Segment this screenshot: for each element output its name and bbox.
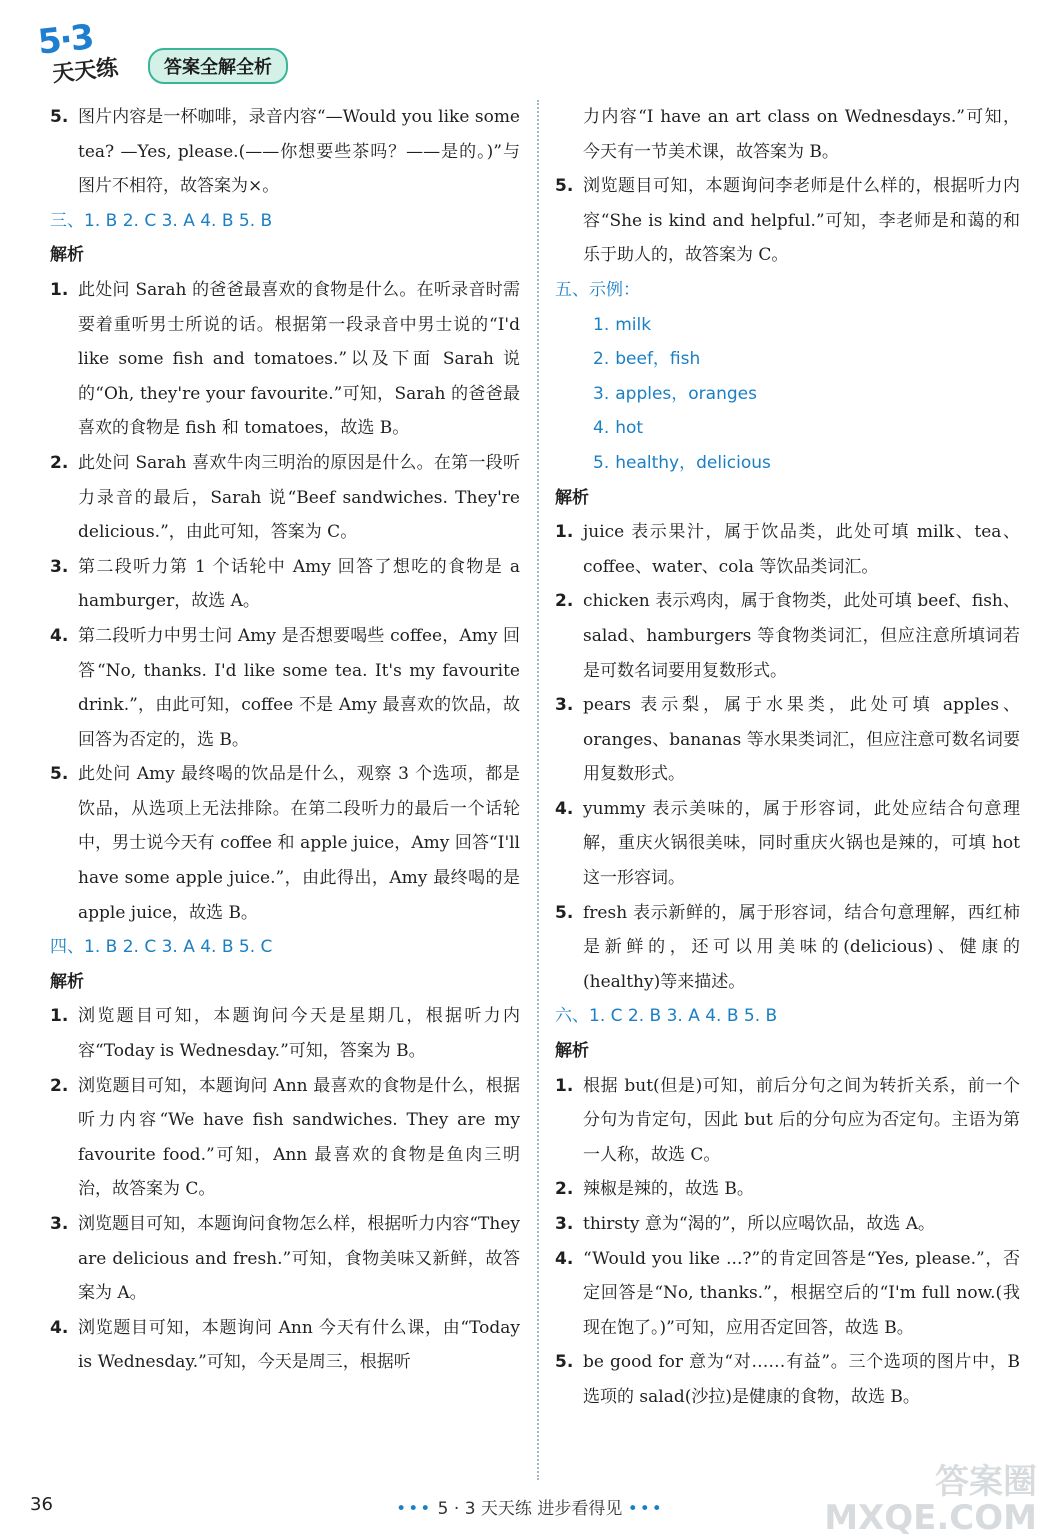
example-text: apples，oranges xyxy=(615,383,757,404)
item-text: 根据 but(但是)可知，前后分句之间为转折关系，前一个分句为肯定句，因此 but 后的分句应为否定句。主语为第一人称，故选 C。 xyxy=(583,1075,1020,1165)
explanation-item xyxy=(555,584,1020,688)
item-text: 此处问 Sarah 的爸爸最喜欢的食物是什么。在听录音时需要着重听男士所说的话。根据第一段录音中男士说的“I'd like some fish and tomatoes.”以及下面 Sarah 说的“Oh, they're your favourite.”可知，Sarah 的爸爸最喜欢的食物是 fish 和 tomatoes，故选 B。 xyxy=(78,279,520,439)
explanation-item xyxy=(555,1207,1020,1242)
item-text: be good for 意为“对……有益”。三个选项的图片中，B 选项的 salad(沙拉)是健康的食物，故选 B。 xyxy=(583,1352,1020,1407)
example-text: beef，fish xyxy=(615,349,701,370)
item-text: 浏览题目可知，本题询问 Ann 今天有什么课，由“Today is Wednesday.”可知，今天是周三，根据听 xyxy=(78,1317,520,1373)
explanation-item xyxy=(50,999,520,1068)
watermark-line2: MXQE.COM xyxy=(824,1498,1037,1538)
item-number: 1. xyxy=(555,1075,574,1096)
explanation-item xyxy=(50,446,520,550)
explanation-item xyxy=(555,1069,1020,1173)
left-column xyxy=(50,100,520,1380)
item-text: fresh 表示新鲜的，属于形容词，结合句意理解，西红柿是新鲜的，还可以用美味的(delicious)、健康的(healthy)等来描述。 xyxy=(583,902,1020,992)
item-number: 2. xyxy=(50,1075,69,1096)
item-text: pears 表示梨，属于水果类，此处可填 apples、oranges、bananas 等水果类词汇，但应注意可数名词要用复数形式。 xyxy=(583,695,1020,785)
header xyxy=(30,18,350,90)
item-number: 3. xyxy=(555,695,574,716)
explanation-item xyxy=(50,100,520,204)
example-number: 5. xyxy=(593,452,610,473)
example-answer xyxy=(555,308,1020,343)
example-answer xyxy=(555,342,1020,377)
item-number: 2. xyxy=(555,591,574,612)
analysis-heading: 解析 xyxy=(555,487,589,508)
footer-slogan xyxy=(360,1494,700,1519)
item-text: 第二段听力中男士问 Amy 是否想要喝些 coffee，Amy 回答“No, thanks. I'd like some tea. It's my favourite drink.”，由此可知，coffee 不是 Amy 最喜欢的饮品，故回答为否定的，选 B。 xyxy=(78,625,520,750)
item-text: 图片内容是一杯咖啡，录音内容“—Would you like some tea? —Yes, please.(——你想要些茶吗？——是的。)”与图片不相符，故答案为×。 xyxy=(78,107,520,197)
item-number: 4. xyxy=(555,1248,574,1269)
item-number: 3. xyxy=(50,556,69,577)
watermark-line1: 答案圈 xyxy=(935,1462,1037,1502)
answer-key: 五、示例： xyxy=(555,279,640,300)
page-number: 36 xyxy=(30,1494,53,1515)
item-text: 浏览题目可知，本题询问今天是星期几，根据听力内容“Today is Wednesday.”可知，答案为 B。 xyxy=(78,1006,520,1062)
item-number: 1. xyxy=(50,1006,69,1027)
item-number: 4. xyxy=(50,1317,69,1338)
explanation-item xyxy=(555,1242,1020,1346)
answer-key: 六、1. C 2. B 3. A 4. B 5. B xyxy=(555,1006,778,1027)
explanation-item xyxy=(555,896,1020,1000)
explanation-item xyxy=(50,1069,520,1207)
explanation-item xyxy=(50,1311,520,1380)
example-number: 4. xyxy=(593,418,610,439)
continued-text: 力内容“I have an art class on Wednesdays.”可知，今天有一节美术课，故答案为 B。 xyxy=(583,107,1020,162)
item-text: thirsty 意为“渴的”，所以应喝饮品，故选 A。 xyxy=(583,1214,935,1234)
analysis-heading: 解析 xyxy=(555,1041,589,1062)
watermark xyxy=(824,1464,1037,1536)
example-number: 3. xyxy=(593,383,610,404)
item-number: 3. xyxy=(50,1214,69,1234)
item-number: 4. xyxy=(50,625,69,646)
item-number: 1. xyxy=(50,279,69,300)
example-number: 2. xyxy=(593,349,610,370)
explanation-item xyxy=(555,1345,1020,1414)
item-number: 2. xyxy=(50,452,69,473)
example-text: hot xyxy=(615,418,644,439)
item-number: 5. xyxy=(555,1352,574,1373)
answer-key: 四、1. B 2. C 3. A 4. B 5. C xyxy=(50,937,273,958)
explanation-item xyxy=(555,792,1020,896)
item-number: 4. xyxy=(555,798,574,819)
item-number: 5. xyxy=(50,764,69,785)
analysis-heading: 解析 xyxy=(50,971,84,992)
logo-sub: 天天练 xyxy=(51,55,120,88)
section-badge: 答案全解全析 xyxy=(148,48,288,84)
item-number: 5. xyxy=(555,902,574,923)
explanation-item xyxy=(50,1207,520,1311)
item-text: 辣椒是辣的，故选 B。 xyxy=(583,1179,754,1200)
analysis-heading: 解析 xyxy=(50,245,84,266)
explanation-item xyxy=(50,619,520,757)
item-text: “Would you like ...?”的肯定回答是“Yes, please.”，否定回答是“No, thanks.”，根据空后的“I'm full now.(我现在饱了。)”可知，应用否定回答，故选 B。 xyxy=(583,1248,1020,1338)
logo-main: 5·3 xyxy=(36,17,95,63)
example-answer xyxy=(555,446,1020,481)
explanation-item xyxy=(555,688,1020,792)
example-text: healthy，delicious xyxy=(615,452,771,473)
item-text: 此处问 Amy 最终喝的饮品是什么，观察 3 个选项，都是饮品，从选项上无法排除。在第二段听力的最后一个话轮中，男士说今天有 coffee 和 apple juice，Amy 回答“I'll have some apple juice.”，由此得出，Amy 最终喝的是 apple juice，故选 B。 xyxy=(78,764,520,923)
column-divider xyxy=(537,100,539,1480)
explanation-item xyxy=(555,515,1020,584)
item-text: 浏览题目可知，本题询问 Ann 最喜欢的食物是什么，根据听力内容“We have fish sandwiches. They are my favourite food.”可知，Ann 最喜欢的食物是鱼肉三明治，故答案为 C。 xyxy=(78,1075,520,1200)
footer-dots-left: ••• xyxy=(396,1499,433,1519)
answer-key: 三、1. B 2. C 3. A 4. B 5. B xyxy=(50,210,273,231)
item-number: 3. xyxy=(555,1214,574,1234)
logo xyxy=(30,18,140,90)
item-text: chicken 表示鸡肉，属于食物类，此处可填 beef、fish、salad、hamburgers 等食物类词汇，但应注意所填词若是可数名词要用复数形式。 xyxy=(583,591,1020,681)
explanation-item xyxy=(50,757,520,930)
footer-text: 5 · 3 天天练 进步看得见 xyxy=(437,1499,623,1519)
explanation-item xyxy=(50,550,520,619)
item-number: 2. xyxy=(555,1179,574,1200)
item-number: 5. xyxy=(555,176,574,197)
item-text: 第二段听力第 1 个话轮中 Amy 回答了想吃的食物是 a hamburger，故选 A。 xyxy=(78,556,520,612)
explanation-item xyxy=(50,273,520,446)
explanation-item xyxy=(555,1172,1020,1207)
example-text: milk xyxy=(615,314,652,335)
explanation-item xyxy=(555,169,1020,273)
example-answer xyxy=(555,411,1020,446)
item-text: juice 表示果汁，属于饮品类，此处可填 milk、tea、coffee、water、cola 等饮品类词汇。 xyxy=(583,522,1020,577)
item-text: 此处问 Sarah 喜欢牛肉三明治的原因是什么。在第一段听力录音的最后，Sarah 说“Beef sandwiches. They're delicious.”，由此可知，答案为 C。 xyxy=(78,452,520,543)
right-column xyxy=(555,100,1020,1415)
example-number: 1. xyxy=(593,314,610,335)
item-number: 1. xyxy=(555,522,574,543)
footer-dots-right: ••• xyxy=(627,1499,664,1519)
example-answer xyxy=(555,377,1020,412)
item-number: 5. xyxy=(50,107,69,127)
item-text: 浏览题目可知，本题询问李老师是什么样的，根据听力内容“She is kind and helpful.”可知，李老师是和蔼的和乐于助人的，故答案为 C。 xyxy=(583,176,1020,266)
item-text: yummy 表示美味的，属于形容词，此处应结合句意理解，重庆火锅很美味，同时重庆火锅也是辣的，可填 hot 这一形容词。 xyxy=(583,798,1020,889)
item-text: 浏览题目可知，本题询问食物怎么样，根据听力内容“They are delicious and fresh.”可知，食物美味又新鲜，故答案为 A。 xyxy=(78,1214,520,1304)
